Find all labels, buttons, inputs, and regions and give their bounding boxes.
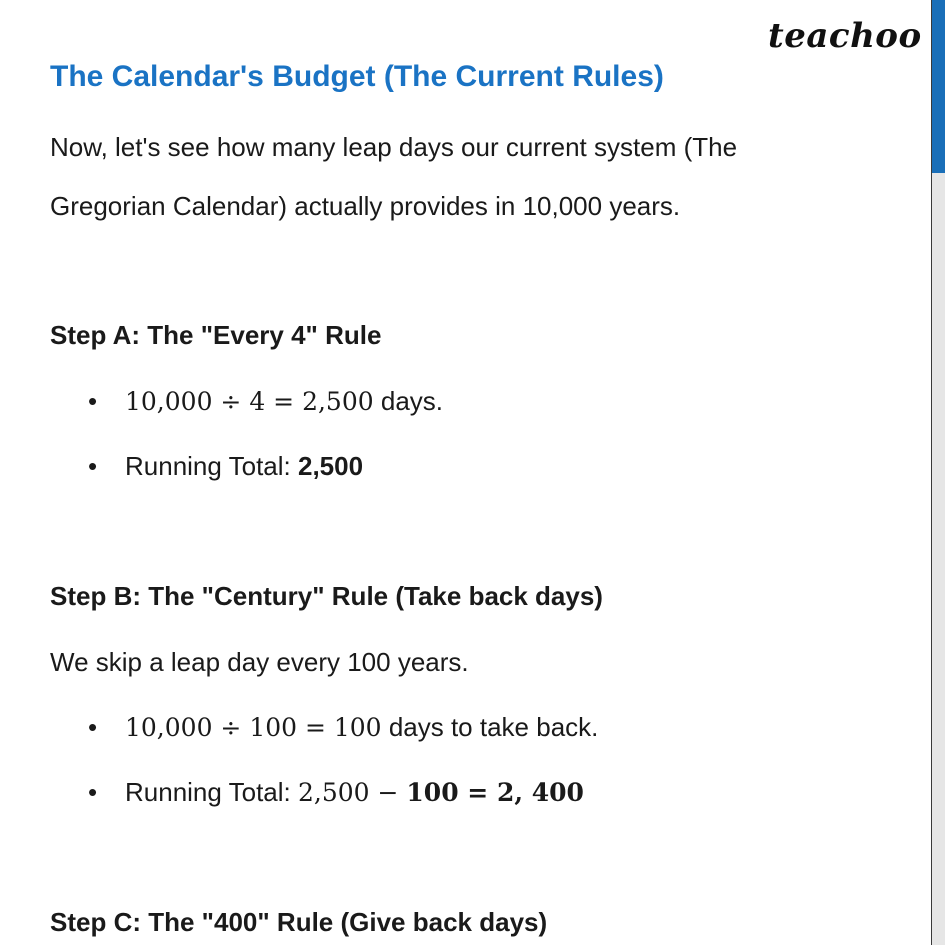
running-total-equation-plain: 2,500 − <box>297 778 407 807</box>
intro-line-1: Now, let's see how many leap days our current system (The <box>50 132 738 162</box>
teachoo-logo: teachoo <box>768 16 922 56</box>
step-b-note: We skip a leap day every 100 years. <box>50 647 469 677</box>
step-a-equation: 10,000 ÷ 4 = 2,500 <box>125 387 374 416</box>
step-a-bullet-running-total <box>125 449 363 483</box>
scroll-indicator-thumb <box>932 0 945 173</box>
running-total-value: 2,500 <box>297 451 364 481</box>
step-a-equation-suffix: days. <box>373 386 444 416</box>
step-a-bullet-calculation <box>125 384 443 419</box>
running-total-label: Running Total: <box>125 777 298 807</box>
step-b-equation: 10,000 ÷ 100 = 100 <box>125 713 382 742</box>
bullet-icon: • <box>88 386 98 416</box>
scroll-indicator <box>931 0 945 945</box>
bullet-icon: • <box>88 777 98 807</box>
bullet-icon: • <box>88 712 98 742</box>
step-b-equation-suffix: days to take back. <box>381 712 599 742</box>
running-total-label: Running Total: <box>125 451 298 481</box>
step-a-heading: Step A: The "Every 4" Rule <box>50 320 382 350</box>
intro-line-2: Gregorian Calendar) actually provides in 10,000 years. <box>50 191 681 221</box>
step-b-bullet-calculation <box>125 710 598 745</box>
bullet-icon: • <box>88 451 98 481</box>
step-b-bullet-running-total <box>125 775 584 810</box>
step-b-heading: Step B: The "Century" Rule (Take back days) <box>50 581 603 611</box>
step-c-heading: Step C: The "400" Rule (Give back days) <box>50 907 548 937</box>
page-title: The Calendar's Budget (The Current Rules) <box>50 60 664 93</box>
running-total-equation-result: 100 = 2, 400 <box>406 778 584 807</box>
